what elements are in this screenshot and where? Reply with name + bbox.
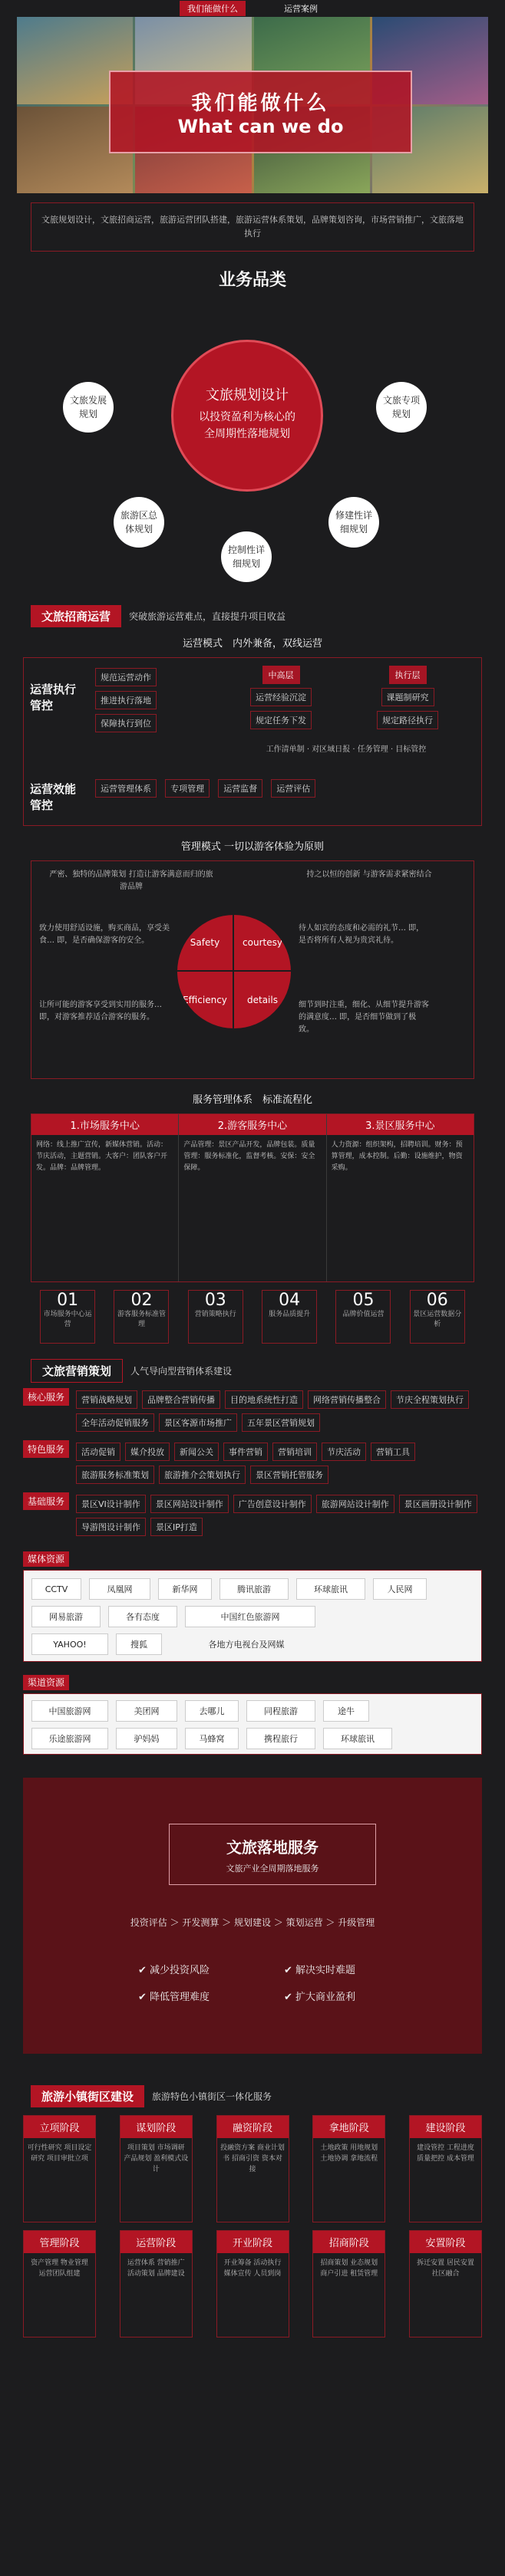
stage-body: 土地政策 用地规划 土地协调 拿地流程 (320, 2144, 378, 2163)
stage-head: 开业阶段 (217, 2231, 289, 2253)
hero-title-cn: 我们能做什么 (191, 91, 330, 115)
intro-text: 文旅规划设计，文旅招商运营，旅游运营团队搭建，旅游运营体系策划，品牌策划咨询，市场营销推广，文旅落地执行 (31, 202, 474, 252)
chip: 规定路径执行 (377, 711, 438, 729)
ops-banner-sub: 突破旅游运营难点，直接提升项目收益 (129, 610, 286, 622)
chip: 景区画册设计制作 (399, 1495, 477, 1513)
stage-head: 拿地阶段 (313, 2116, 385, 2138)
logo: 美团网 (116, 1700, 177, 1722)
step-desc: 品牌价值运营 (342, 1311, 385, 1318)
town-section (23, 2115, 482, 2337)
marketing-banner-label: 文旅营销策划 (31, 1359, 123, 1383)
stage-head: 管理阶段 (24, 2231, 95, 2253)
top-nav (0, 0, 505, 17)
check-text: 减少投资风险 (150, 1965, 210, 1976)
stage-card (23, 2230, 96, 2337)
bubble-general: 旅游区总体规划 (114, 497, 164, 548)
chip: 营销战略规划 (76, 1390, 137, 1409)
landing-section (23, 1778, 482, 2054)
chip: 景区VI设计制作 (76, 1495, 146, 1513)
town-row (23, 2230, 482, 2337)
stage-body: 建设管控 工程进度 质量把控 成本管理 (417, 2144, 474, 2163)
service-col (179, 1114, 326, 1281)
step-desc: 营销策略执行 (194, 1311, 236, 1318)
mgmt-title: 管理模式 一切以游客体验为原则 (180, 841, 325, 853)
stage-head: 建设阶段 (410, 2116, 481, 2138)
business-title: 业务品类 (218, 271, 286, 290)
logo: 新华网 (158, 1578, 212, 1600)
row-label: 特色服务 (23, 1440, 69, 1458)
stage-head: 安置阶段 (410, 2231, 481, 2253)
marketing-rows (23, 1388, 482, 1538)
mgmt-quad-text: 致力使用舒适设施，购买商品，享受美食… 即，是否确保游客的安全。 (39, 924, 170, 945)
marketing-banner (31, 1359, 474, 1382)
chip: 旅游服务标准策划 (76, 1466, 154, 1484)
logo: 中国红色旅游网 (185, 1606, 315, 1627)
stage-card (120, 2230, 193, 2337)
mgmt-top-right: 持之以恒的创新 与游客需求紧密结合 (306, 870, 432, 879)
mgmt-quad-text: 待人如宾的态度和必需的礼节… 即，是否将所有人视为贵宾礼待。 (299, 924, 424, 945)
hero-title-en: What can we do (177, 115, 344, 137)
chip: 节庆活动 (322, 1443, 366, 1461)
step (262, 1290, 317, 1344)
step (188, 1290, 243, 1344)
chip: 五年景区营销规划 (242, 1413, 320, 1432)
landing-check: ✔ 扩大商业盈利 (284, 1992, 356, 2003)
logo: 马蜂窝 (185, 1728, 239, 1749)
check-text: 扩大商业盈利 (295, 1992, 356, 2003)
media-section (23, 1551, 482, 1565)
logo: 凤凰网 (89, 1578, 150, 1600)
chip: 运营监督 (218, 779, 262, 798)
chip: 事件营销 (223, 1443, 268, 1461)
service-col-head: 1.市场服务中心 (31, 1114, 178, 1135)
service-title: 服务管理体系 标准流程化 (192, 1094, 312, 1106)
ops-row2-label: 运营效能管控 (30, 782, 77, 812)
ops-row1-label: 运营执行管控 (30, 683, 77, 712)
service-box (31, 1114, 474, 1282)
ops-mode-box (23, 657, 482, 826)
tab-cases[interactable]: 运营案例 (284, 4, 318, 14)
chip: 网络营销传播整合 (308, 1390, 386, 1409)
media-label: 媒体资源 (23, 1551, 69, 1567)
chip: 景区客源市场推广 (159, 1413, 237, 1432)
exec-level (346, 664, 469, 732)
step-number: 05 (352, 1291, 375, 1310)
stage-head: 融资阶段 (217, 2116, 289, 2138)
mgmt-quad (31, 860, 474, 1079)
mgmt-quad-text: 细节到时注重，细化、从细节提升游客的满意度… 即，是否细节做到了极致。 (299, 1001, 429, 1034)
service-col (327, 1114, 474, 1281)
service-col-body: 网络：线上推广宣传，新媒体营销。活动：节庆活动，主题营销。大客户：团队客户开发。品牌：品牌管理。 (36, 1141, 168, 1172)
chip: 推进执行落地 (95, 691, 157, 709)
pie-details: details (234, 972, 291, 1028)
logo: 各地方电视台及网媒 (208, 1640, 285, 1650)
row-label: 核心服务 (23, 1388, 69, 1406)
logo: 同程旅游 (246, 1700, 315, 1722)
marketing-row (23, 1440, 482, 1486)
landing-title-box (169, 1824, 376, 1885)
landing-flow: 投资评估 ＞ 开发测算 ＞ 规划建设 ＞ 策划运营 ＞ 升级管理 (130, 1917, 375, 1928)
stage-body: 项目策划 市场调研 产品规划 盈利模式设计 (124, 2144, 189, 2173)
media-logos (23, 1570, 482, 1662)
step-number: 06 (426, 1291, 448, 1310)
stage-body: 招商策划 业态规划 商户引进 租赁管理 (320, 2259, 378, 2278)
stage-head: 谋划阶段 (120, 2116, 192, 2138)
mgmt-quad-text: 让所可能的游客享受到实用的服务… 即，对游客推荐适合游客的服务。 (39, 1001, 162, 1022)
marketing-row (23, 1492, 482, 1538)
step-desc: 游客服务标准管理 (117, 1311, 166, 1328)
stage-head: 立项阶段 (24, 2116, 95, 2138)
landing-check: ✔ 解决实时难题 (284, 1965, 356, 1976)
step (40, 1290, 95, 1344)
service-steps (31, 1290, 474, 1344)
stage-body: 运营体系 营销推广 活动策划 品牌建设 (127, 2259, 185, 2278)
center-line1: 文旅规划设计 (206, 387, 289, 403)
chip: 景区营销托管服务 (250, 1466, 328, 1484)
chip: 旅游网站设计制作 (316, 1495, 394, 1513)
service-col-head: 2.游客服务中心 (179, 1114, 325, 1135)
stage-card (120, 2115, 193, 2222)
bubble-development: 文旅发展规划 (63, 382, 114, 433)
tab-what-we-do[interactable]: 我们能做什么 (180, 1, 246, 16)
check-text: 降低管理难度 (150, 1992, 210, 2003)
chip: 全年活动促销服务 (76, 1413, 154, 1432)
chip: 专项管理 (165, 779, 210, 798)
stage-card (409, 2115, 482, 2222)
town-banner (31, 2084, 474, 2107)
step (335, 1290, 391, 1344)
logo: 网易旅游 (31, 1606, 101, 1627)
pie-courtesy: courtesy (234, 915, 291, 972)
logo: 环球旅讯 (296, 1578, 365, 1600)
chip: 运营管理体系 (95, 779, 157, 798)
step (410, 1290, 465, 1344)
business-section (0, 267, 505, 604)
step-number: 04 (279, 1291, 301, 1310)
step-desc: 市场服务中心运营 (43, 1311, 92, 1328)
exec-header: 执行层 (389, 666, 427, 684)
center-circle (171, 340, 323, 492)
row-label: 基础服务 (23, 1492, 69, 1510)
logo: 环球旅讯 (323, 1728, 392, 1749)
channel-section (23, 1674, 482, 1689)
stage-card (216, 2115, 289, 2222)
channel-label: 渠道资源 (23, 1675, 69, 1690)
logo: 各有态度 (108, 1606, 177, 1627)
chip: 保障执行到位 (95, 714, 157, 732)
chip: 景区网站设计制作 (150, 1495, 229, 1513)
hero-banner (17, 17, 488, 193)
logo: 中国旅游网 (31, 1700, 108, 1722)
mgmt-top-left: 严密、独特的品牌策划 打造让游客满意而归的旅游品牌 (49, 870, 213, 891)
chip: 营销培训 (272, 1443, 317, 1461)
ops-row1-items (93, 666, 216, 735)
chip: 规定任务下发 (250, 711, 312, 729)
stage-card (312, 2230, 385, 2337)
stage-head: 招商阶段 (313, 2231, 385, 2253)
stage-head: 运营阶段 (120, 2231, 192, 2253)
town-row (23, 2115, 482, 2222)
chip: 运营经验沉淀 (250, 688, 312, 706)
center-line2: 以投资盈利为核心的全周期性落地规划 (199, 411, 295, 440)
marketing-banner-sub: 人气导向型营销体系建设 (130, 1365, 233, 1377)
check-text: 解决实时难题 (295, 1965, 356, 1976)
town-banner-label: 旅游小镇街区建设 (31, 2085, 144, 2107)
step-number: 01 (57, 1291, 79, 1310)
chip: 新闻公关 (174, 1443, 219, 1461)
ops-flow: 工作清单制 · 对区域日报 · 任务管理 · 目标管控 (266, 745, 427, 754)
step-desc: 景区运营数据分析 (413, 1311, 462, 1328)
stage-body: 开业筹备 活动执行 媒体宣传 人员到岗 (223, 2259, 282, 2278)
chip: 品牌整合营销传播 (142, 1390, 220, 1409)
bubble-special: 文旅专项规划 (376, 382, 427, 433)
step (114, 1290, 169, 1344)
landing-check: ✔ 降低管理难度 (138, 1992, 210, 2003)
ops-row2-items (93, 777, 477, 800)
landing-check: ✔ 减少投资风险 (138, 1965, 210, 1976)
stage-body: 拆迁安置 居民安置 社区融合 (417, 2259, 474, 2278)
chip: 旅游推介会策划执行 (159, 1466, 246, 1484)
mid-level (223, 664, 338, 732)
bubble-construct: 修建性详细规划 (328, 497, 379, 548)
service-col (31, 1114, 179, 1281)
stage-card (216, 2230, 289, 2337)
pie-safety: Safety (177, 915, 234, 972)
hero-title-box (109, 71, 412, 153)
stage-body: 资产管理 物业管理 运营团队组建 (31, 2259, 88, 2278)
logo: 去哪儿 (185, 1700, 239, 1722)
logo: CCTV (31, 1578, 81, 1600)
stage-body: 投融资方案 商业计划书 招商引资 资本对接 (220, 2144, 285, 2173)
pie-efficiency: Efficiency (177, 972, 234, 1028)
chip: 营销工具 (371, 1443, 415, 1461)
chip: 规范运营动作 (95, 668, 157, 686)
mid-header: 中高层 (262, 666, 300, 684)
principle-pie (177, 915, 291, 1028)
town-banner-sub: 旅游特色小镇街区一体化服务 (152, 2091, 272, 2102)
stage-card (23, 2115, 96, 2222)
marketing-row (23, 1388, 482, 1434)
stage-body: 可行性研究 项目设定研究 项目审批立项 (27, 2144, 92, 2163)
chip: 活动促销 (76, 1443, 120, 1461)
ops-banner (31, 604, 474, 627)
logo: 途牛 (323, 1700, 369, 1722)
service-col-head: 3.景区服务中心 (327, 1114, 474, 1135)
logo: 驴妈妈 (116, 1728, 177, 1749)
chip: 课题制研究 (381, 688, 434, 706)
channel-logos (23, 1693, 482, 1755)
chip: 媒介投放 (125, 1443, 170, 1461)
logo: 人民网 (373, 1578, 427, 1600)
step-desc: 服务品质提升 (269, 1311, 311, 1318)
chip: 导游图设计制作 (76, 1518, 146, 1536)
stage-card (409, 2230, 482, 2337)
chip: 广告创意设计制作 (233, 1495, 312, 1513)
service-col-body: 人力资源：组织架构，招聘培训。财务：预算管理，成本控制。后勤：设施维护，物资采购。 (331, 1141, 463, 1172)
chip: 目的地系统性打造 (225, 1390, 303, 1409)
chip: 节庆全程策划执行 (391, 1390, 469, 1409)
bubble-control: 控制性详细规划 (221, 531, 272, 582)
logo: 携程旅行 (246, 1728, 315, 1749)
ops-banner-label: 文旅招商运营 (31, 605, 121, 627)
chip: 运营评估 (271, 779, 315, 798)
step-number: 02 (130, 1291, 153, 1310)
logo: 乐途旅游网 (31, 1728, 108, 1749)
landing-sub: 文旅产业全周期落地服务 (226, 1863, 319, 1874)
stage-card (312, 2115, 385, 2222)
logo: 腾讯旅游 (219, 1578, 289, 1600)
ops-mode-title: 运营模式 内外兼备，双线运营 (182, 638, 322, 650)
landing-title: 文旅落地服务 (226, 1837, 319, 1857)
chip: 景区IP打造 (150, 1518, 203, 1536)
step-number: 03 (204, 1291, 226, 1310)
logo: 搜狐 (116, 1633, 162, 1655)
service-col-body: 产品管理：景区产品开发，品牌包装。质量管理：服务标准化，监督考核。安保：安全保障。 (183, 1141, 315, 1172)
logo: YAHOO! (31, 1633, 108, 1655)
